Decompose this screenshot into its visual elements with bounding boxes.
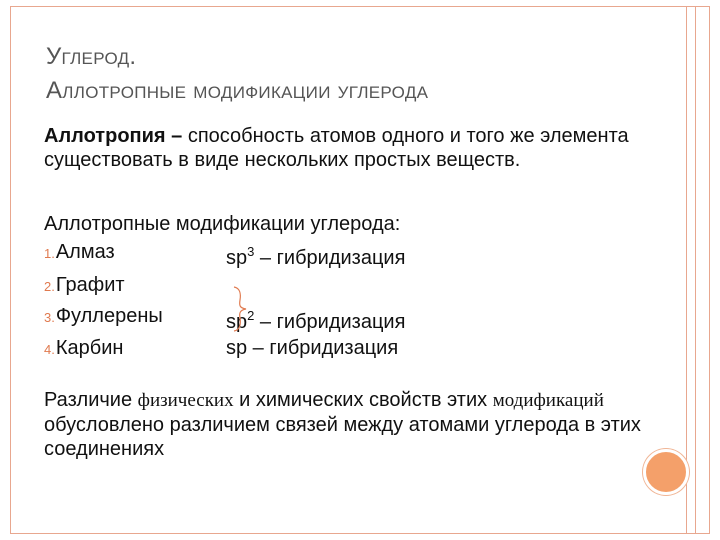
list-item-label: Алмаз	[55, 241, 115, 263]
conclusion-serif-word: физических	[137, 390, 234, 411]
hyb-superscript: 3	[247, 244, 255, 259]
list-item-label: Карбин	[55, 337, 124, 359]
conclusion-serif-word: модификаций	[492, 390, 604, 411]
list-item	[44, 336, 123, 362]
hybridization-sp	[226, 336, 398, 360]
hyb-text: – гибридизация	[247, 337, 399, 359]
list-item-label: Фуллерены	[55, 305, 163, 327]
list-item	[44, 240, 115, 266]
hyb-base: sp	[226, 311, 248, 333]
slide-title	[46, 40, 646, 108]
allotrope-list	[44, 236, 644, 366]
list-number: 1.	[44, 246, 55, 261]
hyb-base: sp	[226, 337, 248, 359]
hyb-text: – гибридизация	[254, 311, 406, 333]
hybridization-sp2	[226, 304, 405, 334]
title-line-1: Углерод.	[46, 43, 137, 70]
slide-content	[44, 124, 644, 461]
hyb-base: sp	[226, 247, 248, 269]
conclusion-text: обусловлено различием связей между атомами углерода в этих соединениях	[44, 414, 641, 460]
list-number: 4.	[44, 342, 55, 357]
list-item	[44, 273, 125, 299]
list-number: 2.	[44, 279, 55, 294]
hyb-superscript: 2	[247, 308, 255, 323]
list-item	[44, 304, 163, 330]
list-item-label: Графит	[55, 274, 125, 296]
definition-term: Аллотропия –	[44, 125, 183, 147]
curly-brace-icon	[230, 286, 250, 332]
title-line-2: Аллотропные модификации углерода	[46, 77, 429, 104]
conclusion-text: и химических свойств этих	[233, 389, 493, 411]
list-heading: Аллотропные модификации углерода:	[44, 213, 401, 235]
definition-text: способность атомов одного и того же элемента существовать в виде нескольких простых веществ.	[44, 125, 629, 171]
conclusion-text: Различие	[44, 389, 138, 411]
slide-frame-strip	[686, 6, 696, 534]
decorative-circle	[643, 449, 689, 495]
conclusion-paragraph	[44, 388, 644, 461]
definition-paragraph	[44, 124, 644, 172]
list-number: 3.	[44, 310, 55, 325]
hybridization-sp3	[226, 240, 405, 270]
hyb-text: – гибридизация	[254, 247, 406, 269]
